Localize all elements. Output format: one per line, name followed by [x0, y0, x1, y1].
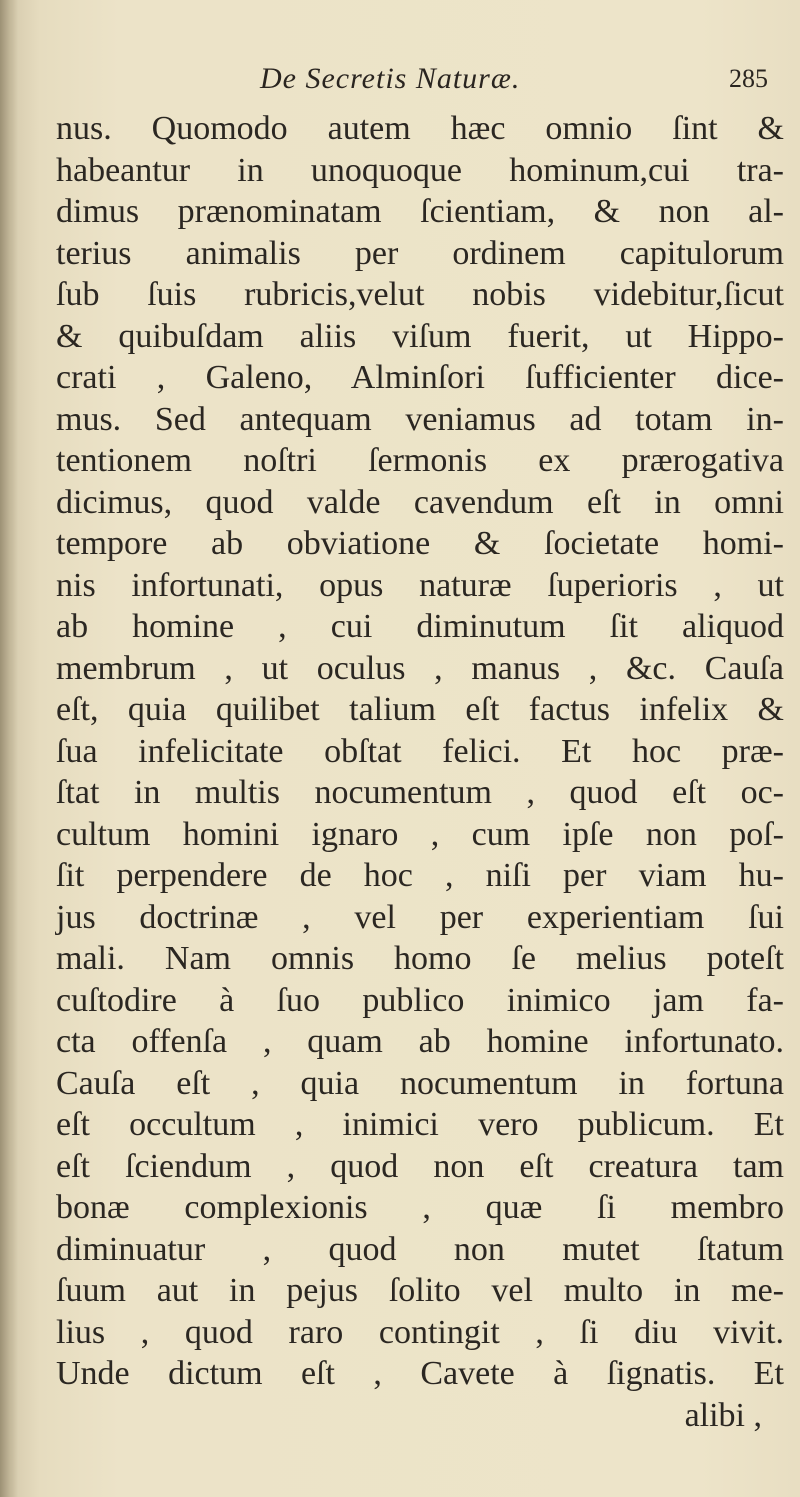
text-line: lius , quod raro contingit , ſi diu vivit. [56, 1313, 784, 1351]
text-line: ſua infelicitate obſtat felici. Et hoc præ- [56, 732, 784, 770]
text-line: Cauſa eſt , quia nocumentum in fortuna [56, 1064, 784, 1102]
text-line: diminuatur , quod non mutet ſtatum [56, 1230, 784, 1268]
text-line: eſt ſciendum , quod non eſt creatura tam [56, 1147, 784, 1185]
text-line: membrum , ut oculus , manus , &c. Cauſa [56, 649, 784, 687]
text-line: nis infortunati, opus naturæ ſuperioris , ut [56, 566, 784, 604]
text-line: nus. Quomodo autem hæc omnio ſint & [56, 110, 784, 147]
text-line: jus doctrinæ , vel per experientiam ſui [56, 898, 784, 936]
text-line: eſt occultum , inimici vero publicum. Et [56, 1106, 784, 1143]
body-text [56, 108, 784, 1436]
text-line: bonæ complexionis , quæ ſi membro [56, 1189, 784, 1226]
text-line: habeantur in unoquoque hominum,cui tra- [56, 151, 784, 189]
text-line: & quibuſdam aliis viſum fuerit, ut Hippo- [56, 317, 784, 355]
text-line: mus. Sed antequam veniamus ad totam in- [56, 400, 784, 438]
text-line: ſub ſuis rubricis,velut nobis videbitur,ſicut [56, 276, 784, 313]
running-head [60, 62, 780, 102]
text-line: cuſtodire à ſuo publico inimico jam fa- [56, 981, 784, 1019]
text-line: ſtat in multis nocumentum , quod eſt oc- [56, 774, 784, 811]
text-line: tempore ab obviatione & ſocietate homi- [56, 525, 784, 562]
text-line-catchword: alibi , [684, 1396, 762, 1434]
text-line: ab homine , cui diminutum ſit aliquod [56, 608, 784, 645]
text-line: cultum homini ignaro , cum ipſe non poſ- [56, 815, 784, 853]
page-number: 285 [729, 64, 768, 93]
text-line: cta offenſa , quam ab homine infortunato. [56, 1023, 784, 1060]
text-line: eſt, quia quilibet talium eſt factus infelix & [56, 691, 784, 728]
text-line: mali. Nam omnis homo ſe melius poteſt [56, 940, 784, 977]
binding-gutter [0, 0, 18, 1497]
text-line: tentionem noſtri ſermonis ex prærogativa [56, 442, 784, 479]
text-line: ſit perpendere de hoc , niſi per viam hu- [56, 857, 784, 894]
text-line: dicimus, quod valde cavendum eſt in omni [56, 483, 784, 521]
text-line: terius animalis per ordinem capitulorum [56, 234, 784, 272]
running-title: De Secretis Naturæ. [260, 62, 521, 95]
text-line: Unde dictum eſt , Cavete à ſignatis. Et [56, 1355, 784, 1392]
text-line: dimus prænominatam ſcientiam, & non al- [56, 193, 784, 230]
text-line: ſuum aut in pejus ſolito vel multo in me- [56, 1272, 784, 1309]
text-line: crati , Galeno, Alminſori ſufficienter dice- [56, 359, 784, 396]
